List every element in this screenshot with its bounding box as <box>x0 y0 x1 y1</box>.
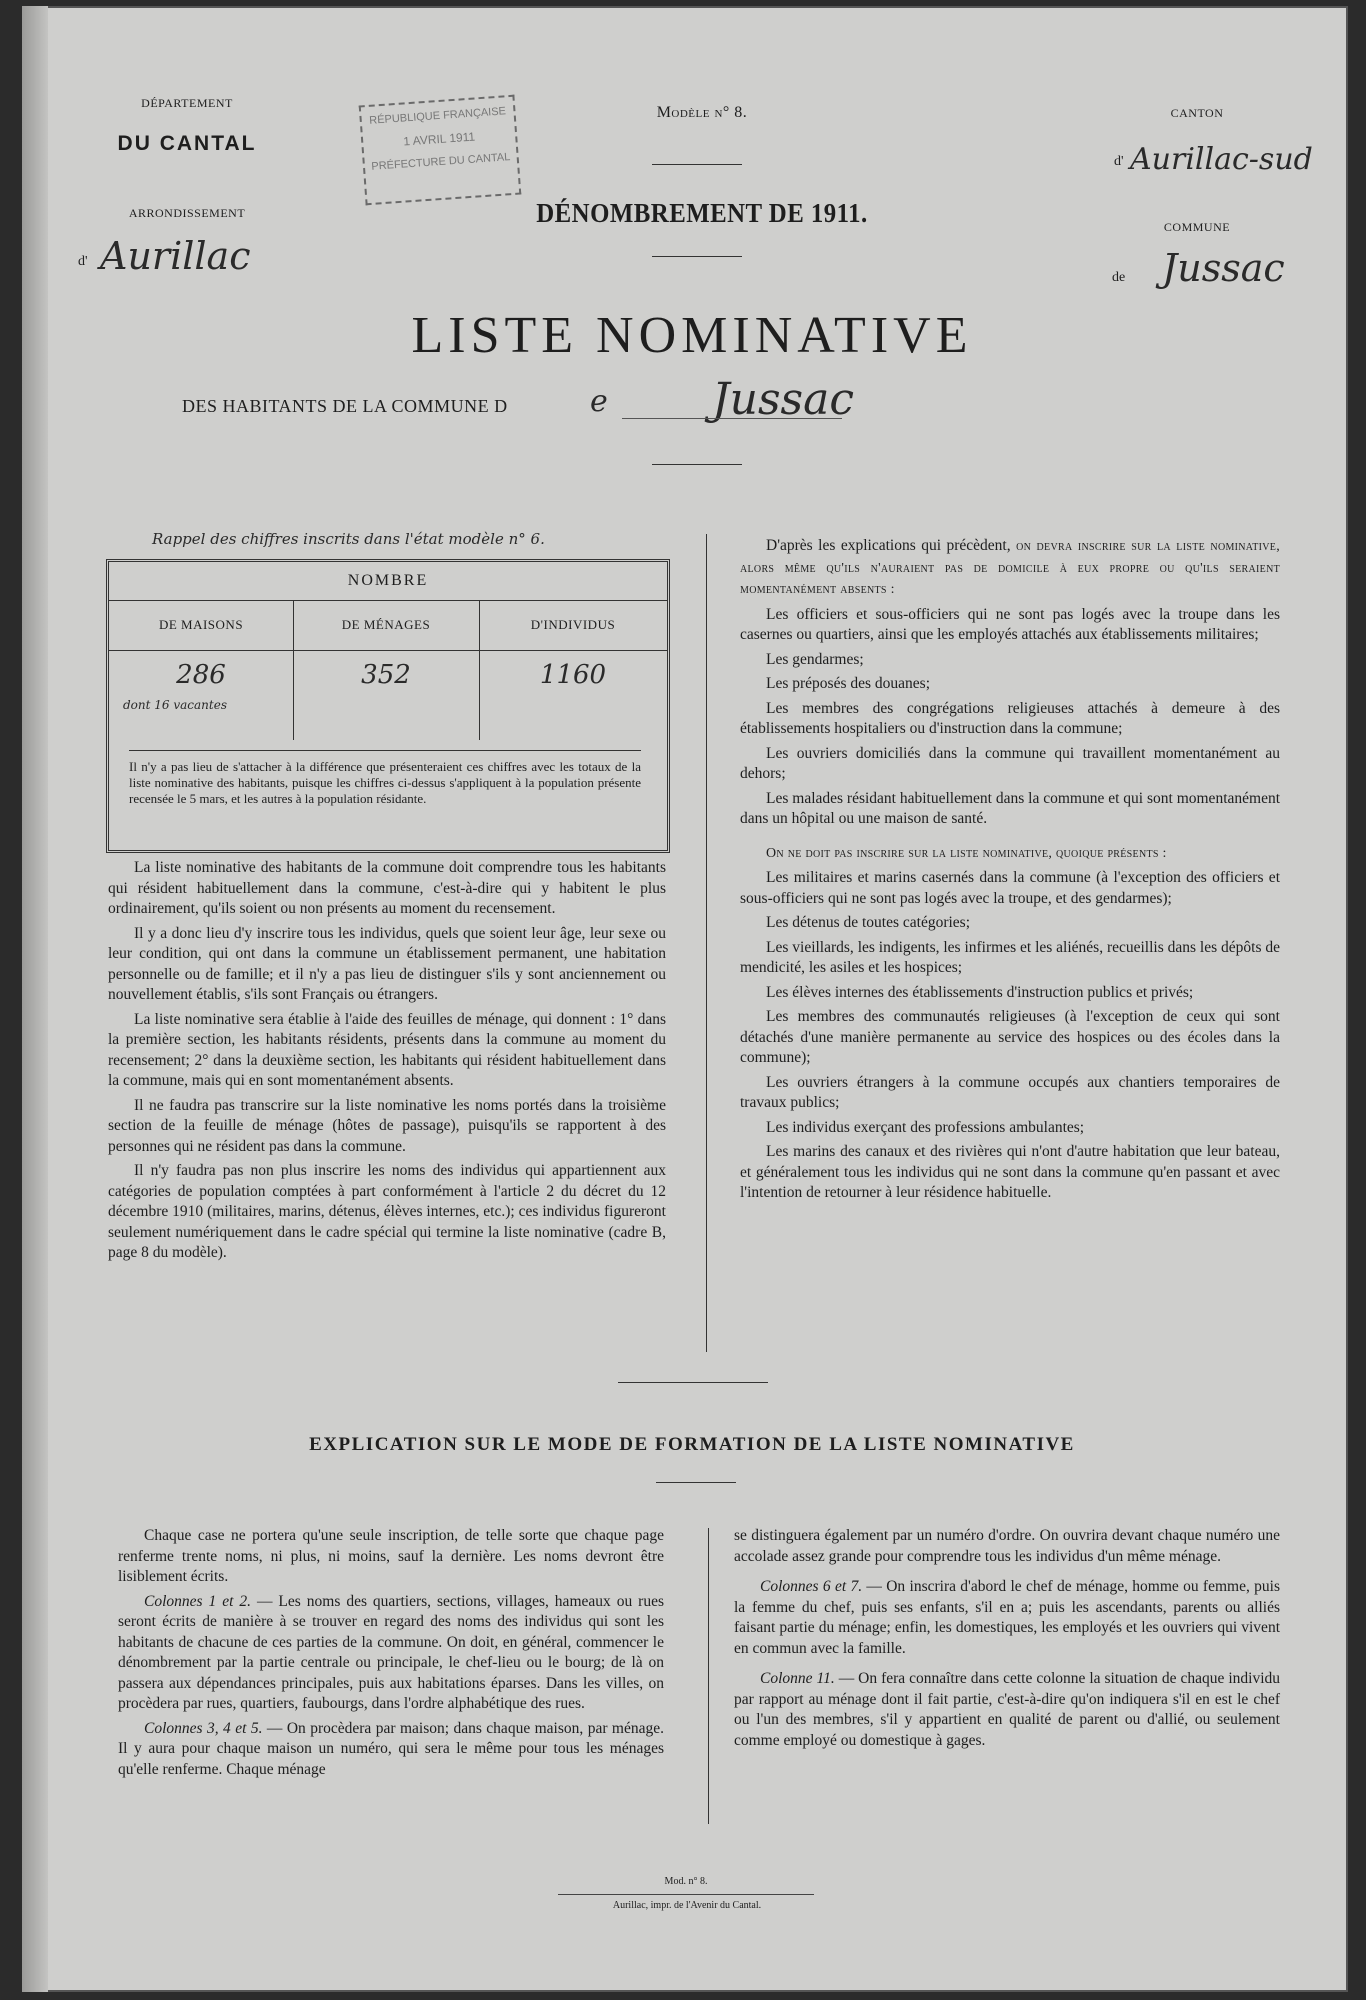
column-divider <box>708 1528 709 1824</box>
footer-rule <box>558 1894 814 1895</box>
intro-text: D'après les explications qui précèdent, <box>766 537 1011 554</box>
main-title: LISTE NOMINATIVE <box>411 307 973 364</box>
modele-number: Modèle n° 8. <box>656 104 748 121</box>
paragraph-head: Colonnes 1 et 2. <box>144 1592 251 1610</box>
list-item: Les élèves internes des établissements d'instruction publics et privés; <box>766 983 1194 1001</box>
list-item: Les préposés des douanes; <box>766 675 930 692</box>
paragraph-head: Colonnes 6 et 7. <box>760 1578 863 1595</box>
document-page <box>22 6 1348 1992</box>
paragraph <box>734 1669 1280 1751</box>
negative-intro: On ne doit pas inscrire sur la liste nominative, quoique présents : <box>766 845 1167 861</box>
stamp-date: 1 AVRIL 1911 <box>402 129 476 149</box>
explication-title: EXPLICATION SUR LE MODE DE FORMATION DE LA LISTE NOMINATIVE <box>309 1434 1075 1455</box>
stamp-line: RÉPUBLIQUE FRANÇAISE <box>368 105 507 127</box>
rule <box>652 464 742 465</box>
paragraph: se distinguera également par un numéro d'ordre. On ouvrira devant chaque numéro une accolade assez grande pour comprendre tous les individus d'un même ménage. <box>734 1527 1280 1565</box>
list-item: Les marins des canaux et des rivières qui n'ont d'autre habitation que leur bateau, et généralement tous les individus qui ne sont dans la commune qu'en passant et avec l'intention de retourner à leur résidence habituelle. <box>740 1143 1280 1201</box>
value-individus: 1160 <box>539 660 607 690</box>
list-item: Les individus exerçant des professions ambulantes; <box>766 1118 1085 1136</box>
section-rule <box>618 1382 768 1383</box>
denombrement-title: DÉNOMBREMENT DE 1911. <box>536 198 868 228</box>
paragraph: Il y a donc lieu d'y inscrire tous les individus, quels que soient leur âge, leur sexe ou leur condition, qui ont dans la commune un établissement permanent, une habitation personnelle ou de famille; et il n'y a pas lieu de distinguer s'ils y sont anciennement ou nouvellement établis, s'ils sont Français ou étrangers. <box>108 924 666 1003</box>
rule <box>656 1482 736 1483</box>
col-individus: D'INDIVIDUS <box>479 600 667 651</box>
paragraph <box>734 1577 1280 1659</box>
explication-left <box>118 1526 664 1784</box>
intro-caps: on devra inscrire sur la liste nominative, alors même qu'ils n'auraient pas de domicile à eux propre ou qu'ils seraient momentanément absents : <box>740 539 1280 597</box>
list-item: Les gendarmes; <box>766 650 864 668</box>
subtitle-handwritten-commune: Jussac <box>712 374 855 425</box>
paragraph <box>118 1719 664 1781</box>
list-item: Les malades résidant habituellement dans la commune et qui sont momentanément dans un hôpital ou une maison de santé. <box>740 789 1280 827</box>
value-maisons-note: dont 16 vacantes <box>123 698 227 712</box>
paragraph: La liste nominative des habitants de la commune doit comprendre tous les habitants qui résident habituellement dans la commune, c'est-à-dire qui y habitent le plus ordinairement, qu'ils soient ou non présents au moment du recensement. <box>108 859 666 917</box>
stamp-line: PRÉFECTURE DU CANTAL <box>371 151 511 173</box>
prefecture-stamp <box>359 95 522 206</box>
rappel-table <box>106 559 670 853</box>
col-menages: DE MÉNAGES <box>293 600 479 651</box>
column-divider <box>706 534 707 1352</box>
paragraph: La liste nominative sera établie à l'aide des feuilles de ménage, qui donnent : 1° dans la première section, les habitants résidents, présents dans la commune au moment du recensement; 2° dans la deuxième section, les habitants qui résident habituellement dans la commune, mais qui en sont momentanément absents. <box>108 1010 666 1089</box>
footer-model: Mod. n° 8. <box>664 1876 708 1887</box>
rule <box>652 164 742 165</box>
rappel-note: Il n'y a pas lieu de s'attacher à la différence que présenteraient ces chiffres avec les totaux de la liste nominative des habitants, puisque les chiffres ci-dessus s'appliquent à la population présente recensée le 5 mars, et les autres à la population résidante. <box>129 750 641 807</box>
list-item: Les membres des congrégations religieuses attachés à demeure à des établissements hospitaliers ou d'instruction dans la commune; <box>740 699 1280 737</box>
rappel-caption: Rappel des chiffres inscrits dans l'état modèle n° 6. <box>152 530 545 548</box>
canton-prefix: d' <box>1114 154 1124 169</box>
commune-handwritten: Jussac <box>1162 246 1285 290</box>
right-column <box>740 536 1280 1208</box>
list-item: Les vieillards, les indigents, les infirmes et les aliénés, recueillis dans les dépôts de mendicité, les asiles et les hospices; <box>740 938 1280 976</box>
col-maisons: DE MAISONS <box>109 600 293 651</box>
paragraph-head: Colonnes 3, 4 et 5. <box>144 1719 263 1737</box>
commune-label: COMMUNE <box>1163 220 1231 234</box>
value-maisons: 286 <box>176 660 226 690</box>
subtitle-handwritten-suffix: e <box>590 384 608 419</box>
list-item: Les officiers et sous-officiers qui ne sont pas logés avec la troupe dans les casernes ou quartiers, ainsi que les employés attachés aux établissements militaires; <box>740 605 1280 643</box>
list-item: Les ouvriers domiciliés dans la commune qui travaillent momentanément au dehors; <box>740 744 1280 782</box>
arrondissement-prefix: d' <box>78 254 88 269</box>
explication-right <box>734 1526 1280 1755</box>
list-item: Les détenus de toutes catégories; <box>766 914 971 931</box>
list-item: Les ouvriers étrangers à la commune occupés aux chantiers temporaires de travaux publics; <box>740 1073 1280 1111</box>
paragraph: Chaque case ne portera qu'une seule inscription, de telle sorte que chaque page renferme trente noms, ni plus, ni moins, sauf la dernière. Les noms devront être lisiblement écrits. <box>118 1527 664 1585</box>
paragraph: Il n'y faudra pas non plus inscrire les noms des individus qui appartiennent aux catégories de population comptées à part conformément à l'article 2 du décret du 12 décembre 1910 (militaires, marins, détenus, élèves internes, etc.); ces individus figureront seulement numériquement dans le cadre spécial qui termine la liste nominative (cadre B, page 8 du modèle). <box>108 1162 666 1261</box>
dotted-line <box>622 418 842 419</box>
arrondissement-label: ARRONDISSEMENT <box>128 206 246 220</box>
paragraph-body: — On fera connaître dans cette colonne la situation de chaque individu par rapport au ménage dont il fait partie, c'est-à-dire qu'on indiquera s'il en est le chef ou l'un des membres, s'il y appartient en qualité de parent ou d'allié, ou seulement comme employé ou domestique à gages. <box>734 1670 1280 1749</box>
canton-handwritten: Aurillac-sud <box>1130 142 1313 177</box>
left-column <box>108 858 666 1268</box>
paragraph <box>118 1592 664 1715</box>
page-edge <box>22 6 48 1992</box>
rule <box>652 256 742 257</box>
paragraph-body: — On procèdera par maison; dans chaque maison, par ménage. Il y aura pour chaque maison un numéro, qui sera le même pour tous les ménages qu'elle renferme. Chaque ménage <box>118 1719 664 1778</box>
arrondissement-handwritten: Aurillac <box>100 234 251 278</box>
paragraph-body: — On inscrira d'abord le chef de ménage, homme ou femme, puis la femme du chef, puis ses enfants, s'il en a; puis les ascendants, parents ou alliés faisant partie du ménage; enfin, les domestiques, les employés et les ouvriers qui vivent en commun avec la famille. <box>734 1578 1281 1657</box>
list-item: Les militaires et marins casernés dans la commune (à l'exception des officiers et sous-officiers qui ne sont pas logés avec la troupe, et des gendarmes); <box>740 869 1280 907</box>
commune-prefix: de <box>1112 270 1126 285</box>
departement-name: DU CANTAL <box>117 132 257 155</box>
list-item: Les membres des communautés religieuses (à l'exception de ceux qui sont détachés d'une manière permanente au service des hospices ou des écoles dans la commune); <box>740 1008 1280 1066</box>
rappel-header: NOMBRE <box>109 562 667 601</box>
paragraph: Il ne faudra pas transcrire sur la liste nominative les noms portés dans la troisième section de la feuille de ménage (hôtes de passage), puisqu'ils se rapportent à des personnes qui ne résident pas dans la commune. <box>108 1096 666 1155</box>
paragraph-body: — Les noms des quartiers, sections, villages, hameaux ou rues seront écrits de manière à se trouver en regard des noms des individus qui sont les habitants de chacune de ces parties de la commune. On doit, en général, commencer le dénombrement par la partie centrale ou principale, le chef-lieu ou le bourg; de là on passera aux dépendances principales, puis aux habitations éparses. Dans les villes, on procèdera par rues, quartiers, faubourgs, dans l'ordre alphabétique des rues. <box>118 1592 664 1712</box>
paragraph <box>740 536 1280 601</box>
value-menages: 352 <box>361 660 411 690</box>
departement-label: DÉPARTEMENT <box>141 96 233 110</box>
footer-imprint: Aurillac, impr. de l'Avenir du Cantal. <box>612 1900 762 1911</box>
subtitle: DES HABITANTS DE LA COMMUNE D <box>182 396 508 416</box>
paragraph-head: Colonne 11. <box>760 1670 835 1687</box>
canton-label: CANTON <box>1170 106 1224 120</box>
